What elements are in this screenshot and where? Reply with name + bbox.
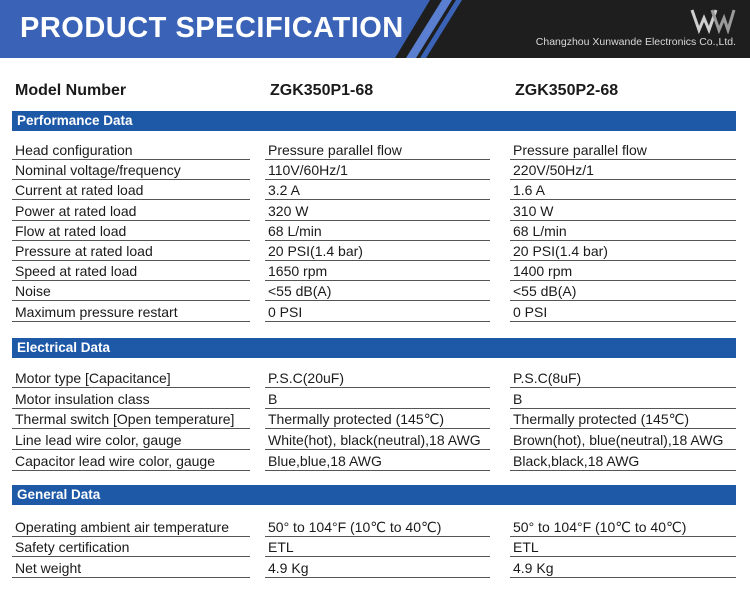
spec-value-p2: <55 dB(A)	[510, 281, 736, 301]
spec-value-p1: 110V/60Hz/1	[265, 160, 490, 180]
spec-value-p2: 310 W	[510, 201, 736, 221]
spec-value-p1: Blue,blue,18 AWG	[265, 451, 490, 471]
spec-label: Net weight	[12, 558, 250, 578]
spec-label: Speed at rated load	[12, 261, 250, 281]
spec-value-p1: 1650 rpm	[265, 261, 490, 281]
spec-value-p2: P.S.C(8uF)	[510, 368, 736, 388]
spec-value-p2: Black,black,18 AWG	[510, 451, 736, 471]
page-title: PRODUCT SPECIFICATION	[20, 12, 404, 44]
page-header	[0, 0, 750, 58]
spec-value-p1: 68 L/min	[265, 221, 490, 241]
spec-value-p1: 0 PSI	[265, 302, 490, 322]
spec-value-p1: Thermally protected (145℃)	[265, 409, 490, 429]
model-number-p1: ZGK350P1-68	[270, 82, 374, 99]
spec-value-p2: B	[510, 389, 736, 409]
spec-value-p1: <55 dB(A)	[265, 281, 490, 301]
spec-value-p1: ETL	[265, 537, 490, 557]
section-performance-data: Performance Data	[12, 111, 736, 131]
spec-label: Pressure at rated load	[12, 241, 250, 261]
spec-value-p1: P.S.C(20uF)	[265, 368, 490, 388]
spec-label: Maximum pressure restart	[12, 302, 250, 322]
spec-label: Thermal switch [Open temperature]	[12, 409, 250, 429]
spec-value-p2: 1400 rpm	[510, 261, 736, 281]
spec-value-p1: B	[265, 389, 490, 409]
spec-value-p1: 4.9 Kg	[265, 558, 490, 578]
spec-label: Nominal voltage/frequency	[12, 160, 250, 180]
spec-label: Capacitor lead wire color, gauge	[12, 451, 250, 471]
spec-value-p2: 220V/50Hz/1	[510, 160, 736, 180]
spec-value-p1: 20 PSI(1.4 bar)	[265, 241, 490, 261]
spec-label: Power at rated load	[12, 201, 250, 221]
spec-value-p2: 0 PSI	[510, 302, 736, 322]
spec-value-p2: ETL	[510, 537, 736, 557]
company-logo-icon	[690, 6, 738, 34]
spec-value-p2: Thermally protected (145℃)	[510, 409, 736, 429]
spec-label: Noise	[12, 281, 250, 301]
spec-value-p2: 20 PSI(1.4 bar)	[510, 241, 736, 261]
spec-label: Motor insulation class	[12, 389, 250, 409]
spec-label: Flow at rated load	[12, 221, 250, 241]
spec-value-p1: 320 W	[265, 201, 490, 221]
spec-label: Operating ambient air temperature	[12, 517, 250, 537]
spec-label: Safety certification	[12, 537, 250, 557]
company-name: Changzhou Xunwande Electronics Co.,Ltd.	[535, 36, 736, 48]
spec-label: Motor type [Capacitance]	[12, 368, 250, 388]
spec-label: Current at rated load	[12, 180, 250, 200]
spec-value-p2: 4.9 Kg	[510, 558, 736, 578]
section-general-data: General Data	[12, 485, 736, 505]
spec-value-p2: Brown(hot), blue(neutral),18 AWG	[510, 430, 736, 450]
spec-value-p2: 50° to 104°F (10℃ to 40℃)	[510, 517, 736, 537]
spec-value-p2: 1.6 A	[510, 180, 736, 200]
spec-value-p1: 50° to 104°F (10℃ to 40℃)	[265, 517, 490, 537]
model-number-label: Model Number	[15, 82, 127, 99]
spec-value-p1: Pressure parallel flow	[265, 140, 490, 160]
section-electrical-data: Electrical Data	[12, 338, 736, 358]
spec-label: Head configuration	[12, 140, 250, 160]
spec-value-p2: 68 L/min	[510, 221, 736, 241]
spec-value-p1: White(hot), black(neutral),18 AWG	[265, 430, 490, 450]
spec-value-p2: Pressure parallel flow	[510, 140, 736, 160]
spec-value-p1: 3.2 A	[265, 180, 490, 200]
spec-label: Line lead wire color, gauge	[12, 430, 250, 450]
model-number-p2: ZGK350P2-68	[515, 82, 619, 99]
